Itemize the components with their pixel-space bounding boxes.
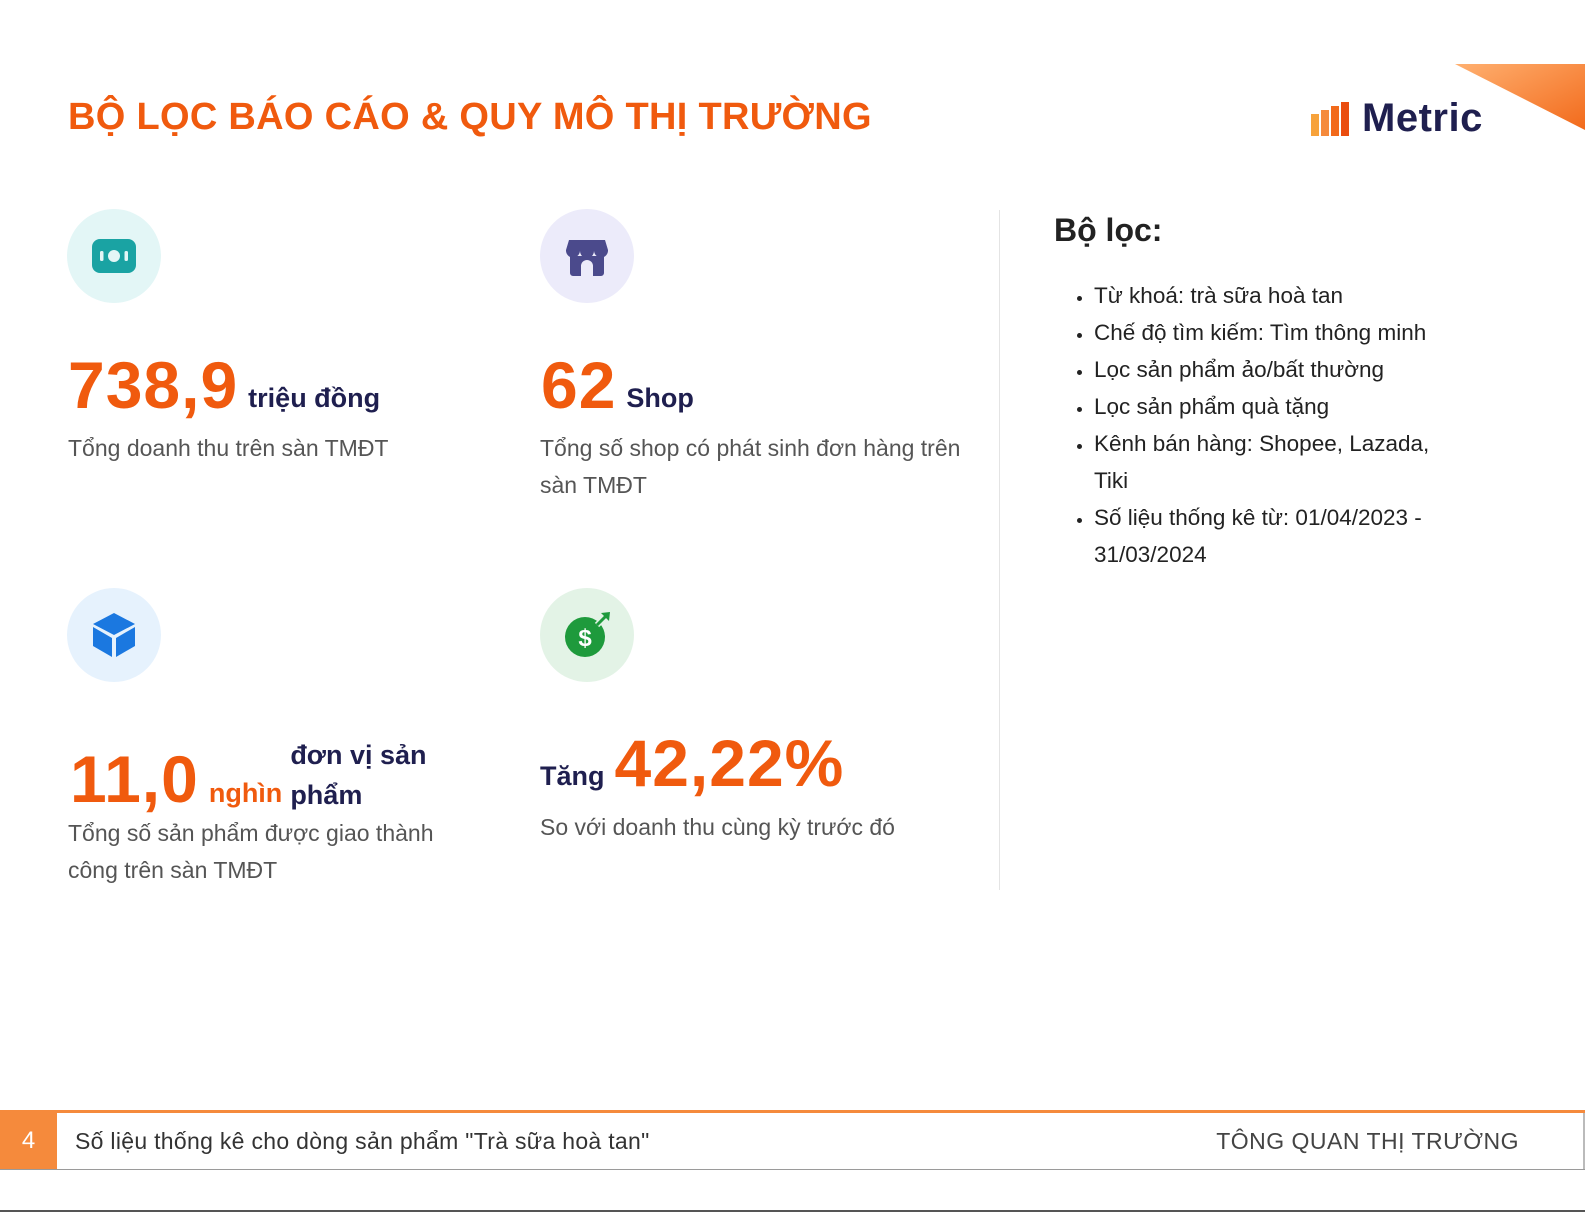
page-number: 4: [0, 1113, 57, 1169]
product-unit: đơn vị sản phẩm: [290, 740, 427, 810]
filter-heading: Bộ lọc:: [1054, 212, 1163, 248]
revenue-desc: Tổng doanh thu trên sàn TMĐT: [68, 435, 389, 461]
growth-prefix: Tăng: [540, 761, 605, 791]
filter-item: • Lọc sản phẩm ảo/bất thường: [1094, 351, 1454, 388]
product-desc: Tổng số sản phẩm được giao thành công trên sàn TMĐT: [68, 820, 434, 883]
logo: [1310, 96, 1483, 141]
revenue-value: 738,9: [68, 348, 239, 422]
product-stat: [70, 735, 440, 816]
bar-chart-logo-icon: [1310, 98, 1352, 140]
vertical-divider: [999, 210, 1000, 890]
revenue-unit: triệu đồng: [248, 383, 381, 413]
shop-value: 62: [541, 348, 617, 422]
filter-item: • Chế độ tìm kiếm: Tìm thông minh: [1094, 314, 1454, 351]
page-title: BỘ LỌC BÁO CÁO & QUY MÔ THỊ TRƯỜNG: [68, 96, 872, 138]
filter-item: • Lọc sản phẩm quà tặng: [1094, 388, 1454, 425]
growth-stat: [540, 726, 845, 800]
revenue-stat: [68, 348, 381, 422]
shop-desc: Tổng số shop có phát sinh đơn hàng trên sàn TMĐT: [540, 435, 961, 498]
filter-panel: [1054, 212, 1454, 573]
shop-unit: Shop: [626, 383, 694, 413]
bottom-rule: [0, 1210, 1585, 1212]
shop-stat: [541, 348, 694, 422]
growth-desc: So với doanh thu cùng kỳ trước đó: [540, 814, 895, 840]
money-icon: [67, 209, 161, 303]
footer-section: TÔNG QUAN THỊ TRƯỜNG: [1216, 1127, 1519, 1154]
filter-item: • Từ khoá: trà sữa hoà tan: [1094, 277, 1454, 314]
filter-item: • Kênh bán hàng: Shopee, Lazada, Tiki: [1094, 425, 1454, 499]
product-value: 11,0: [70, 742, 199, 816]
box-icon: [67, 588, 161, 682]
product-unit-small: nghìn: [208, 778, 283, 808]
footer: [0, 1110, 1585, 1170]
store-icon: [540, 209, 634, 303]
logo-text: Metric: [1362, 96, 1483, 140]
filter-list: [1054, 277, 1454, 573]
filter-item: • Số liệu thống kê từ: 01/04/2023 - 31/03/2024: [1094, 499, 1454, 573]
footer-text: Số liệu thống kê cho dòng sản phẩm "Trà sữa hoà tan": [75, 1127, 650, 1154]
growth-value: 42,22%: [614, 726, 845, 800]
svg-text:$: $: [578, 625, 592, 652]
dollar-growth-icon: [540, 588, 634, 682]
